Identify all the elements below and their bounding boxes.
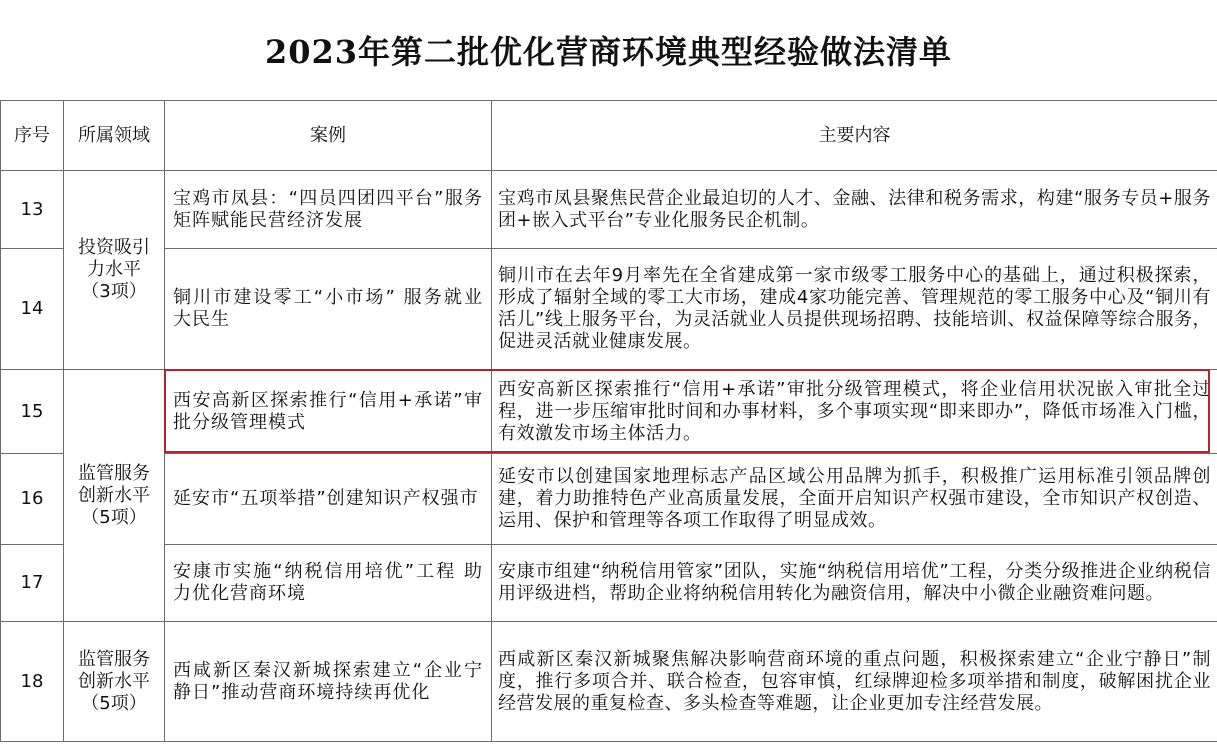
header-domain: 所属领域 [64,101,165,171]
table-row [1,545,1217,622]
row-index: 18 [1,622,64,742]
table-row [1,454,1217,545]
page-title: 2023年第二批优化营商环境典型经验做法清单 [264,33,953,71]
row-index: 17 [1,545,64,622]
table-row [1,622,1217,742]
domain-cell [64,370,165,622]
domain-line: 监管服务 [78,648,150,670]
row-index: 15 [1,370,64,454]
row-index: 13 [1,171,64,249]
domain-count: （5项） [81,506,147,528]
domain-count: （5项） [81,692,147,714]
content-cell: 安康市组建“纳税信用管家”团队，实施“纳税信用培优”工程，分类分级推进企业纳税信用评级进档，帮助企业将纳税信用转化为融资信用，解决中小微企业融资难问题。 [492,545,1217,622]
case-cell: 西安高新区探索推行“信用+承诺”审批分级管理模式 [165,370,492,454]
content-cell: 宝鸡市凤县聚焦民营企业最迫切的人才、金融、法律和税务需求，构建“服务专员+服务团+嵌入式平台”专业化服务民企机制。 [492,171,1217,249]
content-cell: 延安市以创建国家地理标志产品区域公用品牌为抓手，积极推广运用标准引领品牌创建，着力助推特色产业高质量发展，全面开启知识产权强市建设，全市知识产权创造、运用、保护和管理等各项工作取得了明显成效。 [492,454,1217,545]
experience-table [0,100,1217,742]
domain-line: 力水平 [87,259,141,280]
domain-count: （3项） [81,281,147,302]
case-cell: 宝鸡市凤县：“四员四团四平台”服务矩阵赋能民营经济发展 [165,171,492,249]
domain-line: 创新水平 [78,670,150,692]
content-cell: 西安高新区探索推行“信用+承诺”审批分级管理模式，将企业信用状况嵌入审批全过程，进一步压缩审批时间和办事材料，多个事项实现“即来即办”，降低市场准入门槛，有效激发市场主体活力。 [492,370,1217,454]
header-content: 主要内容 [492,101,1217,171]
case-cell: 安康市实施“纳税信用培优”工程 助力优化营商环境 [165,545,492,622]
domain-line: 投资吸引 [78,237,150,258]
table-row [1,370,1217,454]
case-cell: 铜川市建设零工“小市场” 服务就业大民生 [165,249,492,370]
domain-line: 监管服务 [78,462,150,484]
table-row [1,171,1217,249]
table-row [1,249,1217,370]
header-index: 序号 [1,101,64,171]
domain-cell [64,171,165,370]
row-index: 14 [1,249,64,370]
row-index: 16 [1,454,64,545]
case-cell: 西咸新区秦汉新城探索建立“企业宁静日”推动营商环境持续再优化 [165,622,492,742]
content-cell: 西咸新区秦汉新城聚焦解决影响营商环境的重点问题，积极探索建立“企业宁静日”制度，推行多项合并、联合检查，包容审慎，红绿牌迎检多项举措和制度，破解困扰企业经营发展的重复检查、多头检查等难题，让企业更加专注经营发展。 [492,622,1217,742]
domain-cell [64,622,165,742]
domain-line: 创新水平 [78,484,150,506]
table-header-row [1,101,1217,171]
header-case: 案例 [165,101,492,171]
case-cell: 延安市“五项举措”创建知识产权强市 [165,454,492,545]
content-cell: 铜川市在去年9月率先在全省建成第一家市级零工服务中心的基础上，通过积极探索，形成了辐射全域的零工大市场，建成4家功能完善、管理规范的零工服务中心及“铜川有活儿”线上服务平台，为灵活就业人员提供现场招聘、技能培训、权益保障等综合服务，促进灵活就业健康发展。 [492,249,1217,370]
